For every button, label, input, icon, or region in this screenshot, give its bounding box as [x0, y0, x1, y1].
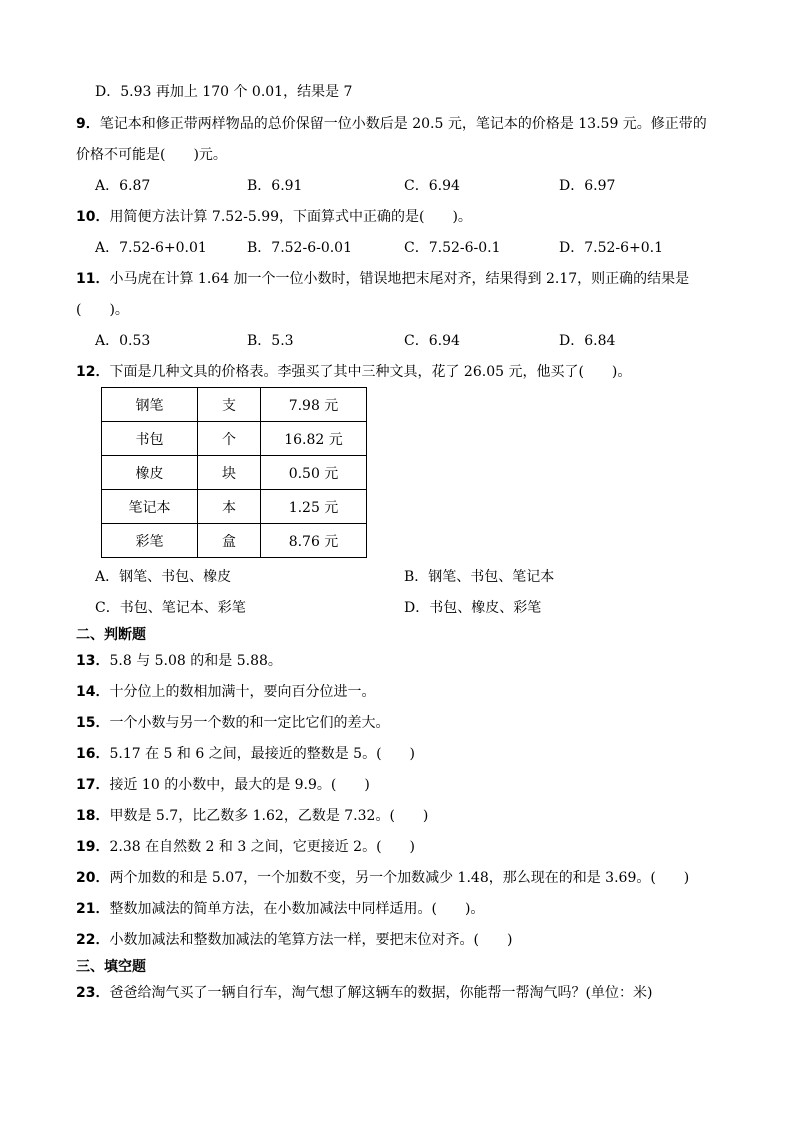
- table-cell: 彩笔: [102, 524, 198, 558]
- question-text: 用简便方法计算 7.52-5.99，下面算式中正确的是( )。: [109, 209, 472, 225]
- question-number: 16．: [76, 746, 110, 762]
- question-16: [76, 744, 415, 764]
- table-cell: 16.82 元: [261, 422, 367, 456]
- question-number: 14．: [76, 684, 110, 700]
- q9-option-c: C．6.94: [404, 178, 460, 194]
- table-cell: 个: [198, 422, 261, 456]
- table-cell: 支: [198, 388, 261, 422]
- question-number: 17．: [76, 777, 110, 793]
- table-row: [102, 422, 367, 456]
- q11-option-a: A．0.53: [95, 333, 151, 349]
- table-cell: 钢笔: [102, 388, 198, 422]
- question-10: [76, 207, 472, 227]
- question-text: 小马虎在计算 1.64 加一个一位小数时，错误地把末尾对齐，结果得到 2.17，则正确的结果是: [109, 271, 690, 287]
- table-row: [102, 524, 367, 558]
- q12-option-d: D．书包、橡皮、彩笔: [404, 600, 542, 616]
- question-number: 18．: [76, 808, 110, 824]
- section-title-fill: 三、填空题: [76, 959, 146, 975]
- question-text: 2.38 在自然数 2 和 3 之间，它更接近 2。( ): [109, 839, 416, 855]
- question-number: 12．: [76, 364, 110, 380]
- q10-option-a: A．7.52-6+0.01: [95, 240, 207, 256]
- question-text: 两个加数的和是 5.07，一个加数不变，另一个加数减少 1.48，那么现在的和是 3.69。( ): [109, 870, 690, 886]
- question-11: [76, 269, 689, 289]
- table-cell: 8.76 元: [261, 524, 367, 558]
- question-text: 十分位上的数相加满十，要向百分位进一。: [109, 684, 376, 700]
- question-text: 下面是几种文具的价格表。李强买了其中三种文具，花了 26.05 元，他买了( )。: [109, 364, 632, 380]
- q11-option-b: B．5.3: [247, 333, 294, 349]
- q12-option-a: A．钢笔、书包、橡皮: [95, 569, 232, 585]
- section-title-judge: 二、判断题: [76, 627, 146, 643]
- question-number: 13．: [76, 653, 110, 669]
- q9-option-d: D．6.97: [559, 178, 616, 194]
- question-text: 5.8 与 5.08 的和是 5.88。: [109, 653, 282, 669]
- table-cell: 笔记本: [102, 490, 198, 524]
- question-number: 15．: [76, 715, 110, 731]
- price-table: [101, 387, 367, 558]
- q12-option-b: B．钢笔、书包、笔记本: [404, 569, 555, 585]
- question-number: 9．: [76, 116, 100, 132]
- question-20: [76, 868, 689, 888]
- q10-option-d: D．7.52-6+0.1: [559, 240, 664, 256]
- question-13: [76, 651, 282, 671]
- question-15: [76, 713, 389, 733]
- question-text: 一个小数与另一个数的和一定比它们的差大。: [109, 715, 390, 731]
- question-14: [76, 682, 375, 702]
- table-cell: 书包: [102, 422, 198, 456]
- q8-option-d: D．5.93 再加上 170 个 0.01，结果是 7: [95, 84, 353, 100]
- question-text: 爸爸给淘气买了一辆自行车，淘气想了解这辆车的数据，你能帮一帮淘气吗？(单位：米): [109, 985, 653, 1001]
- q11-option-d: D．6.84: [559, 333, 616, 349]
- question-9: [76, 114, 707, 134]
- question-11-line2: ( )。: [76, 302, 129, 318]
- table-row: [102, 456, 367, 490]
- table-row: [102, 388, 367, 422]
- question-text: 接近 10 的小数中，最大的是 9.9。( ): [109, 777, 370, 793]
- question-18: [76, 806, 428, 826]
- table-cell: 1.25 元: [261, 490, 367, 524]
- question-17: [76, 775, 370, 795]
- question-number: 11．: [76, 271, 110, 287]
- question-number: 22．: [76, 932, 110, 948]
- question-number: 10．: [76, 209, 110, 225]
- question-number: 21．: [76, 901, 110, 917]
- table-cell: 橡皮: [102, 456, 198, 490]
- table-cell: 块: [198, 456, 261, 490]
- q9-option-a: A．6.87: [95, 178, 151, 194]
- question-text: 整数加减法的简单方法，在小数加减法中同样适用。( )。: [109, 901, 485, 917]
- question-number: 19．: [76, 839, 110, 855]
- question-22: [76, 930, 512, 950]
- question-text: 小数加减法和整数加减法的笔算方法一样，要把末位对齐。( ): [109, 932, 513, 948]
- table-cell: 7.98 元: [261, 388, 367, 422]
- question-12: [76, 362, 631, 382]
- question-number: 20．: [76, 870, 110, 886]
- question-9-line2: 价格不可能是( )元。: [76, 147, 227, 163]
- table-cell: 本: [198, 490, 261, 524]
- question-19: [76, 837, 415, 857]
- table-cell: 0.50 元: [261, 456, 367, 490]
- table-row: [102, 490, 367, 524]
- q9-option-b: B．6.91: [247, 178, 303, 194]
- q10-option-c: C．7.52-6-0.1: [404, 240, 501, 256]
- question-23: [76, 983, 652, 1003]
- q11-option-c: C．6.94: [404, 333, 460, 349]
- q10-option-b: B．7.52-6-0.01: [247, 240, 352, 256]
- question-number: 23．: [76, 985, 110, 1001]
- question-text: 笔记本和修正带两样物品的总价保留一位小数后是 20.5 元，笔记本的价格是 13.59 元。修正带的: [99, 116, 707, 132]
- question-text: 5.17 在 5 和 6 之间，最接近的整数是 5。( ): [109, 746, 416, 762]
- table-cell: 盒: [198, 524, 261, 558]
- question-21: [76, 899, 484, 919]
- q12-option-c: C．书包、笔记本、彩笔: [95, 600, 246, 616]
- question-text: 甲数是 5.7，比乙数多 1.62，乙数是 7.32。( ): [109, 808, 429, 824]
